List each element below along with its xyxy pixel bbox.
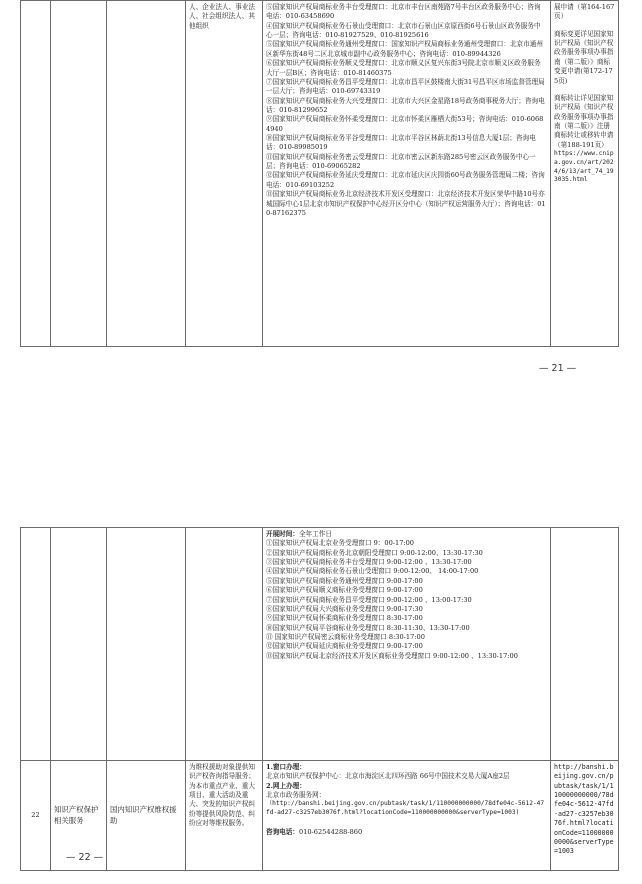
cell-target: 人、企业法人、事业法人、社会组织法人、其他组织 bbox=[186, 1, 263, 347]
hours-line: ⑨国家知识产权局怀柔商标业务受理窗口 8:30-17:00 bbox=[266, 614, 423, 623]
window-line: ⑦国家知识产权局商标业务昌平受理窗口：北京市昌平区鼓楼南大街31号昌平区市场监督管理局一层大厅；咨询电话：010-69743319 bbox=[266, 77, 545, 96]
window-line: ⑥国家知识产权局商标业务顺义受理窗口：北京市顺义区复兴东街3号院北京市顺义区政务服务大厅一层B区；咨询电话：010-81460375 bbox=[266, 59, 541, 77]
window-line: ⑫国家知识产权局商标业务延庆受理窗口：北京市延庆区庆园街60号政务服务管理局二楼；咨询电话：010-69103252 bbox=[266, 171, 545, 189]
online-title: 2.网上办理： bbox=[266, 781, 306, 790]
service-table-page-21 bbox=[20, 0, 619, 347]
service-channels bbox=[263, 761, 551, 871]
window-line: ⑨国家知识产权局商标业务怀柔受理窗口：北京市怀柔区雁栖大街53号；咨询电话：010-60684940 bbox=[266, 115, 544, 133]
service-table-page-22 bbox=[20, 527, 619, 871]
hours-line: ⑪ 国家知识产权局密云商标业务受理窗口 8:30-17:00 bbox=[266, 632, 425, 641]
hours-line: ⑦国家知识产权局商标业务昌平受理窗口 9:00-12:00 、13:00-17:30 bbox=[266, 595, 472, 604]
service-target: 为维权援助对象提供知识产权咨询指导服务；为本市重点产业、重大项目、重大活动及重大、突发的知识产权纠纷等提供风险防范、纠纷应对等维权服务。 bbox=[186, 761, 263, 871]
online-text: 北京市政务服务网： bbox=[266, 791, 326, 800]
page-number: — 21 — bbox=[539, 363, 577, 374]
cell-num bbox=[21, 1, 51, 347]
hours-line: ⑥国家知识产权局顺义商标业务受理窗口 9:00-17:00 bbox=[266, 586, 423, 595]
online-url[interactable]: （http://banshi.beijing.gov.cn/pubtask/task/1/110000000000/78dfe04c-5612-47fd-ad27-c3257eb3076f.html?locationCode=110000000000&serverType=1003) bbox=[266, 800, 545, 817]
window-line: ⑪国家知识产权局商标业务密云受理窗口：北京市密云区新东路285号密云区政务服务中心一层；咨询电话：010-69065282 bbox=[266, 152, 536, 171]
cell-windows bbox=[263, 1, 551, 347]
row-number: 22 bbox=[21, 761, 51, 871]
hours-line: ⑧国家知识产权局大兴商标业务受理窗口 9:00-17:30 bbox=[266, 604, 423, 613]
hours-line: ⑫国家知识产权局延庆商标业务受理窗口 9:00-17:00 bbox=[266, 642, 423, 651]
hours-line: ⑬国家知识产权局北京经济技术开发区商标业务受理窗口 9:00-12:00 、13:30-17:00 bbox=[266, 651, 518, 660]
cell-hours bbox=[263, 528, 551, 761]
hours-line: ④国家知识产权局商标业务石景山受理窗口 9:00-12:00、 14:00-17:00 bbox=[266, 567, 479, 576]
guide-url[interactable]: http://banshi.beijing.gov.cn/pubtask/task/1/110000000000/78dfe04c-5612-47fd-ad27-c3257eb3076f.html?locationCode=110000000000&serverType=1003 bbox=[551, 761, 619, 871]
window-address: 北京市知识产权保护中心：北京市海淀区北四环西路 66号中国技术交易大厦A座2层 bbox=[266, 772, 510, 781]
window-line: ⑩国家知识产权局商标业务平谷受理窗口：北京市平谷区林荫北街13号信息大厦1层；咨询电话：010-89985019 bbox=[266, 134, 536, 152]
window-line: ⑬国家知识产权局商标业务北京经济技术开发区受理窗口：北京经济技术开发区荣华中路10号亦城国际中心1层北京市知识产权保护中心经开区分中心（知识产权运营服务大厅）；咨询电话：010-87162375 bbox=[266, 190, 546, 217]
cell-item bbox=[107, 1, 186, 347]
window-line: ⑤国家知识产权局商标业务丰台受理窗口：北京市丰台区南苑路7号丰台区政务服务中心；咨询电话：010-63458690 bbox=[266, 3, 541, 21]
cell-category bbox=[51, 1, 107, 347]
guide-url[interactable]: https://www.cnipa.gov.cn/art/2024/6/13/art_74_193035.html bbox=[554, 150, 614, 184]
hours-line: ②国家知识产权局商标业务北京朝阳受理窗口 9:00-12:00、13:30-17:30 bbox=[266, 548, 483, 557]
hours-line: ⑤国家知识产权局商标业务通州受理窗口 9:00-17:00 bbox=[266, 576, 423, 585]
window-line: ⑤国家知识产权局商标业务通州受理窗口：国家知识产权局商标业务通州受理窗口：北京市通州区新华东街48号二区北京城市副中心政务服务中心；咨询电话：010-89944326 bbox=[266, 40, 543, 58]
guide-block: 展申请（第164-167页） bbox=[554, 3, 615, 21]
window-line: ④国家知识产权局商标业务石景山受理窗口：北京市石景山区京原西街6号石景山区政务服务中心一层；咨询电话：010-81927529、010-81925616 bbox=[266, 21, 541, 40]
cell-guide bbox=[551, 1, 619, 347]
phone-label: 咨询电话： bbox=[266, 828, 299, 837]
page-number: — 22 — bbox=[66, 852, 104, 863]
hours-value: 全年工作日 bbox=[298, 530, 332, 538]
service-item: 国内知识产权维权援助 bbox=[107, 761, 186, 871]
hours-label: 开展时间： bbox=[266, 530, 299, 538]
guide-block: 商标转让详见国家知识产权局《知识产权政务服务事项办事指南（第二版）》注册商标转让或移转申请（第188-191页） bbox=[554, 93, 614, 149]
window-line: ⑧国家知识产权局商标业务大兴受理窗口：北京市大兴区金星路18号政务商事税务大厅；咨询电话：010-81299652 bbox=[266, 96, 545, 114]
service-category: 知识产权保护相关服务 bbox=[51, 761, 107, 871]
hours-line: ③国家知识产权局商标业务丰台受理窗口 9:00-12:00 、13:30-17:00 bbox=[266, 558, 472, 567]
phone-value: 010-62544288-860 bbox=[298, 828, 363, 837]
window-title: 1.窗口办理： bbox=[266, 763, 306, 771]
guide-block: 商标变更详见国家知识产权局《知识产权政务服务事项办事指南（第二版）》商标变更申请(第172-175页) bbox=[554, 29, 614, 85]
hours-line: ①国家知识产权局北京业务受理窗口 9：00-17:00 bbox=[266, 539, 415, 548]
hours-line: ⑩国家知识产权局平谷商标业务受理窗口 8:30-11:30、13:30-17:00 bbox=[266, 623, 470, 632]
